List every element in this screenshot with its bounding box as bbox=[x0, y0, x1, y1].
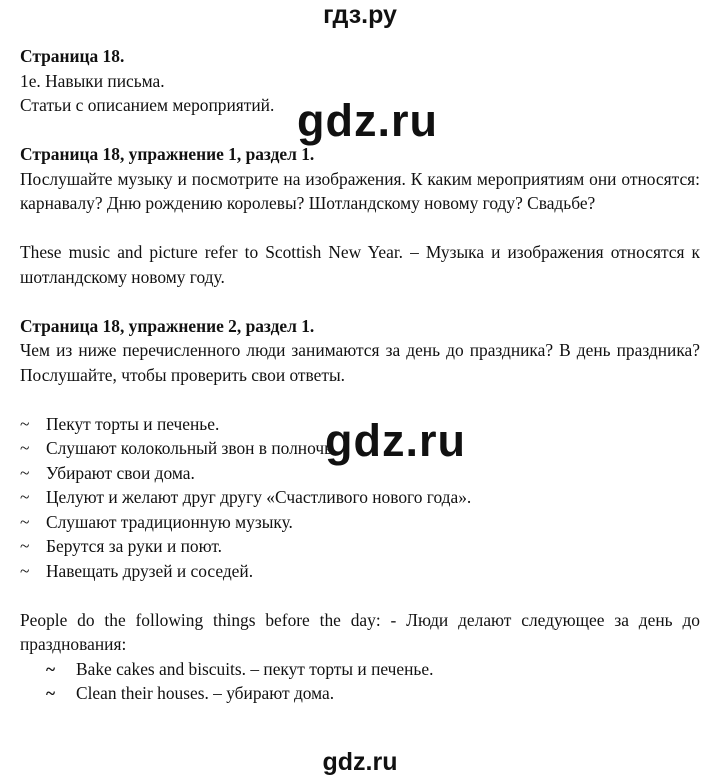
watermark: gdz.ru bbox=[297, 95, 438, 146]
tilde-bullet-icon: ~ bbox=[20, 560, 30, 581]
list-item-text: Bake cakes and biscuits. – пекут торты и печенье. bbox=[76, 658, 434, 679]
tilde-bullet-icon: ~ bbox=[20, 487, 30, 507]
list-item bbox=[20, 681, 700, 706]
tilde-bullet-icon: ~ bbox=[20, 511, 30, 532]
site-header-label: гдз.ру bbox=[323, 1, 397, 29]
list-item-text: Берутся за руки и поют. bbox=[46, 536, 223, 556]
exercise1-task: Послушайте музыку и посмотрите на изображения. К каким мероприятиям они относятся: карнавалу? Дню рождению королевы? Шотландскому новому году? Свадьбе? bbox=[20, 168, 700, 213]
tilde-bullet-icon: ~ bbox=[20, 438, 30, 458]
list-item bbox=[20, 657, 700, 682]
exercise2-answer-intro: People do the following things before the day: - Люди делают следующее за день до празднования: bbox=[20, 609, 700, 654]
list-item bbox=[20, 461, 700, 486]
exercise2-heading: Страница 18, упражнение 2, раздел 1. bbox=[20, 315, 315, 336]
document-body bbox=[20, 44, 700, 706]
list-item bbox=[20, 510, 700, 535]
tilde-bullet-icon: ~ bbox=[46, 683, 56, 703]
list-item bbox=[20, 485, 700, 510]
list-item-text: Слушают колокольный звон в полночь. bbox=[46, 438, 337, 458]
tilde-bullet-icon: ~ bbox=[46, 658, 56, 679]
list-item bbox=[20, 436, 700, 461]
intro-line: 1e. Навыки письма. bbox=[20, 70, 165, 91]
list-item bbox=[20, 534, 700, 559]
watermark: gdz.ru bbox=[325, 415, 466, 466]
list-item-text: Слушают традиционную музыку. bbox=[46, 511, 293, 532]
page-heading: Страница 18. bbox=[20, 46, 125, 66]
list-item-text: Убирают свои дома. bbox=[46, 462, 195, 483]
tilde-bullet-icon: ~ bbox=[20, 462, 30, 483]
exercise2-task: Чем из ниже перечисленного люди занимаются за день до праздника? В день праздника? Послушайте, чтобы проверить свои ответы. bbox=[20, 340, 700, 385]
list-item bbox=[20, 559, 700, 584]
list-item-text: Clean their houses. – убирают дома. bbox=[76, 683, 335, 703]
site-footer-label: gdz.ru bbox=[322, 748, 398, 776]
exercise2-list bbox=[20, 412, 700, 584]
tilde-bullet-icon: ~ bbox=[20, 536, 30, 556]
exercise1-answer: These music and picture refer to Scottish New Year. – Музыка и изображения относятся к шотландскому новому году. bbox=[20, 242, 700, 287]
tilde-bullet-icon: ~ bbox=[20, 413, 30, 434]
list-item-text: Навещать друзей и соседей. bbox=[46, 560, 254, 581]
list-item-text: Пекут торты и печенье. bbox=[46, 413, 220, 434]
exercise1-heading: Страница 18, упражнение 1, раздел 1. bbox=[20, 144, 315, 164]
exercise2-answer-list bbox=[20, 657, 700, 706]
list-item-text: Целуют и желают друг другу «Счастливого нового года». bbox=[46, 487, 472, 507]
intro-line: Статьи с описанием мероприятий. bbox=[20, 95, 275, 115]
list-item bbox=[20, 412, 700, 437]
